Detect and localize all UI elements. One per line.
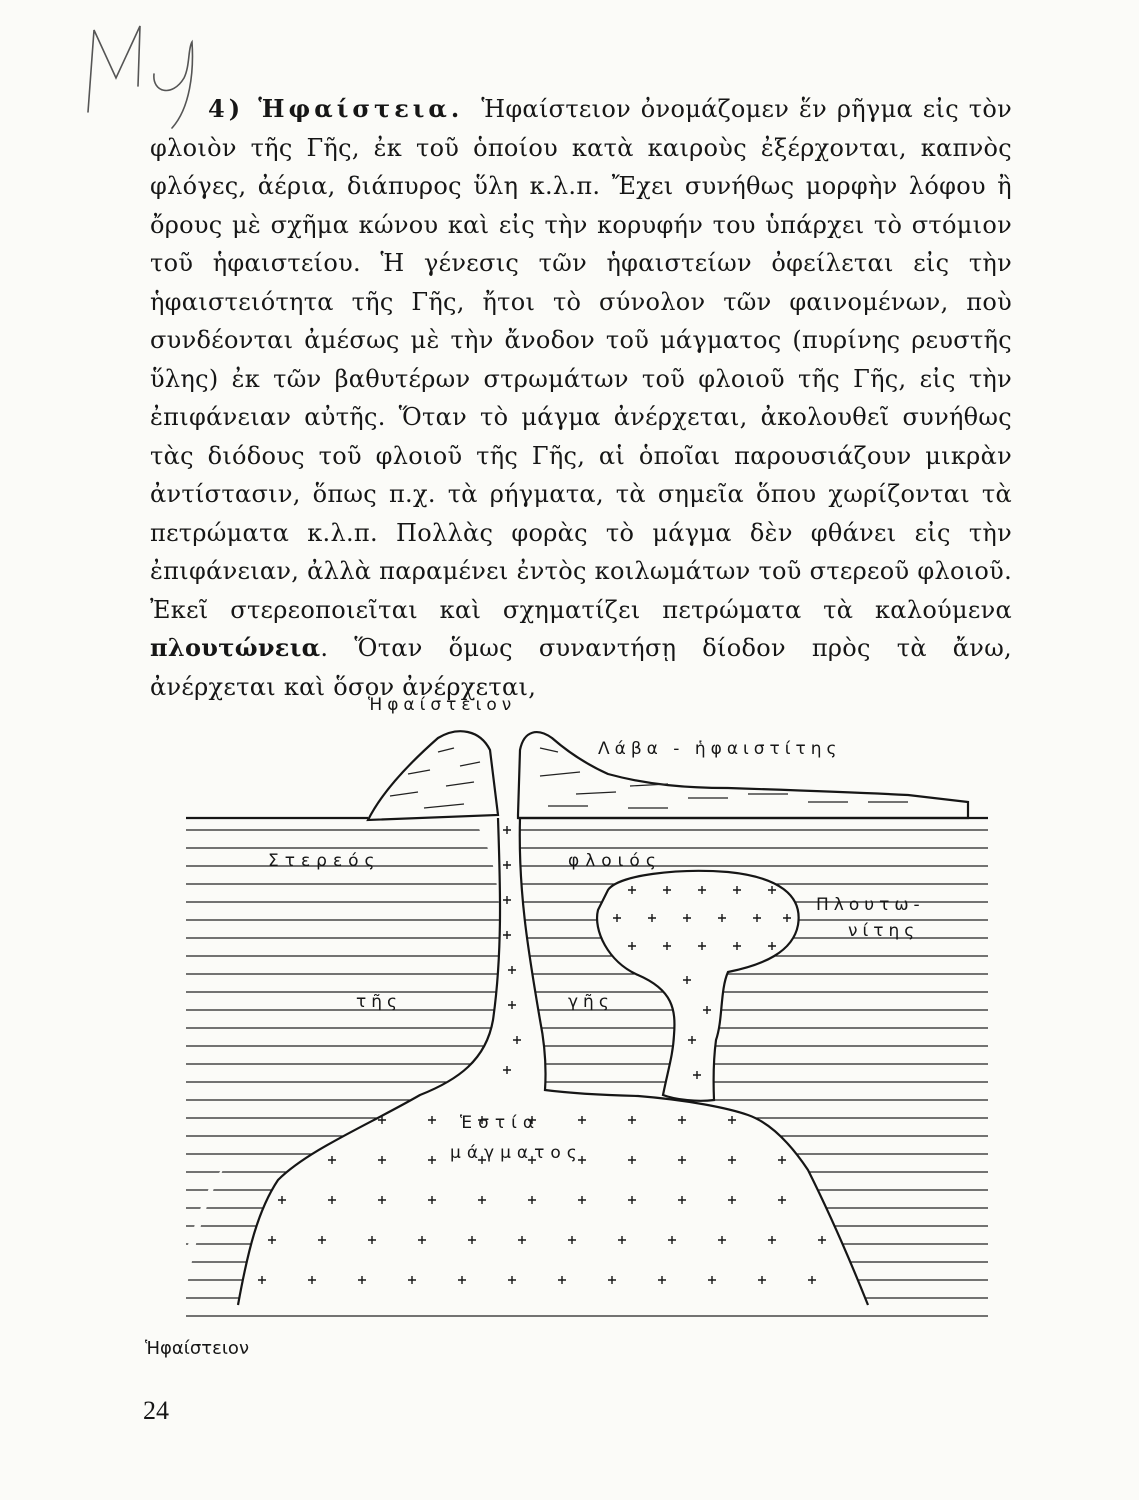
- label-pluton-1: Πλουτω-: [816, 895, 925, 915]
- page-number: 24: [143, 1396, 169, 1425]
- paragraph-text-2: . Ὅταν ὅμως συναντήσῃ δίοδον πρὸς τὰ ἄνω, ἀνέρχεται καὶ ὅσον ἀνέρχεται,: [150, 634, 1012, 701]
- label-crust: φλοιός: [568, 851, 662, 871]
- figure-caption: Ἡφαίστειον: [145, 1338, 250, 1359]
- section-paragraph: [150, 90, 1012, 706]
- label-pluton-2: νίτης: [848, 921, 920, 941]
- volcano-diagram: [168, 690, 988, 1325]
- label-lava: Λάβα - ἡφαιστίτης: [598, 739, 842, 759]
- label-magma-hearth-2: μάγματος: [450, 1143, 583, 1163]
- label-solid: Στερεός: [268, 851, 381, 871]
- label-tis: τῆς: [356, 992, 402, 1012]
- label-gis: γῆς: [568, 992, 614, 1012]
- section-body: [150, 90, 1012, 706]
- label-magma-hearth-1: Ἑστία: [460, 1113, 541, 1133]
- paragraph-text-1: Ἡφαίστειον ὀνομάζομεν ἕν ρῆγμα εἰς τὸν φλοιὸν τῆς Γῆς, ἐκ τοῦ ὁποίου κατὰ καιροὺς ἐξέρχονται, καπνὸς φλόγες, ἀέρια, διάπυρος ὕλη κ.λ.π. Ἔχει συνήθως μορφὴν λόφου ἢ ὄρους μὲ σχῆμα κώνου καὶ εἰς τὴν κορυφήν του ὑπάρχει τὸ στόμιον τοῦ ἡφαιστείου. Ἡ γένεσις τῶν ἡφαιστείων ὀφείλεται εἰς τὴν ἡφαιστειότητα τῆς Γῆς, ἤτοι τὸ σύνολον τῶν φαινομένων, ποὺ συνδέονται ἀμέσως μὲ τὴν ἄνοδον τοῦ μάγματος (πυρίνης ρευστῆς ὕλης) ἐκ τῶν βαθυτέρων στρωμάτων τοῦ φλοιοῦ τῆς Γῆς, εἰς τὴν ἐπιφάνειαν αὐτῆς. Ὅταν τὸ μάγμα ἀνέρχεται, ἀκολουθεῖ συνήθως τὰς διόδους τοῦ φλοιοῦ τῆς Γῆς, αἱ ὁποῖαι παρουσιάζουν μικρὰν ἀντίστασιν, ὅπως π.χ. τὰ ρήγματα, τὰ σημεῖα ὅπου χωρίζονται τὰ πετρώματα κ.λ.π. Πολλὰς φορὰς τὸ μάγμα δὲν φθάνει εἰς τὴν ἐπιφάνειαν, ἀλλὰ παραμένει ἐντὸς κοιλωμάτων τοῦ στερεοῦ φλοιοῦ. Ἐκεῖ στερεοποιεῖται καὶ σχηματίζει πετρώματα τὰ καλούμενα: [150, 95, 1012, 624]
- section-heading: 4) Ἡφαίστεια.: [208, 94, 464, 123]
- term-plutonic: πλουτώνεια: [150, 633, 321, 662]
- label-volcano: Ἡφαίστειον: [368, 695, 517, 715]
